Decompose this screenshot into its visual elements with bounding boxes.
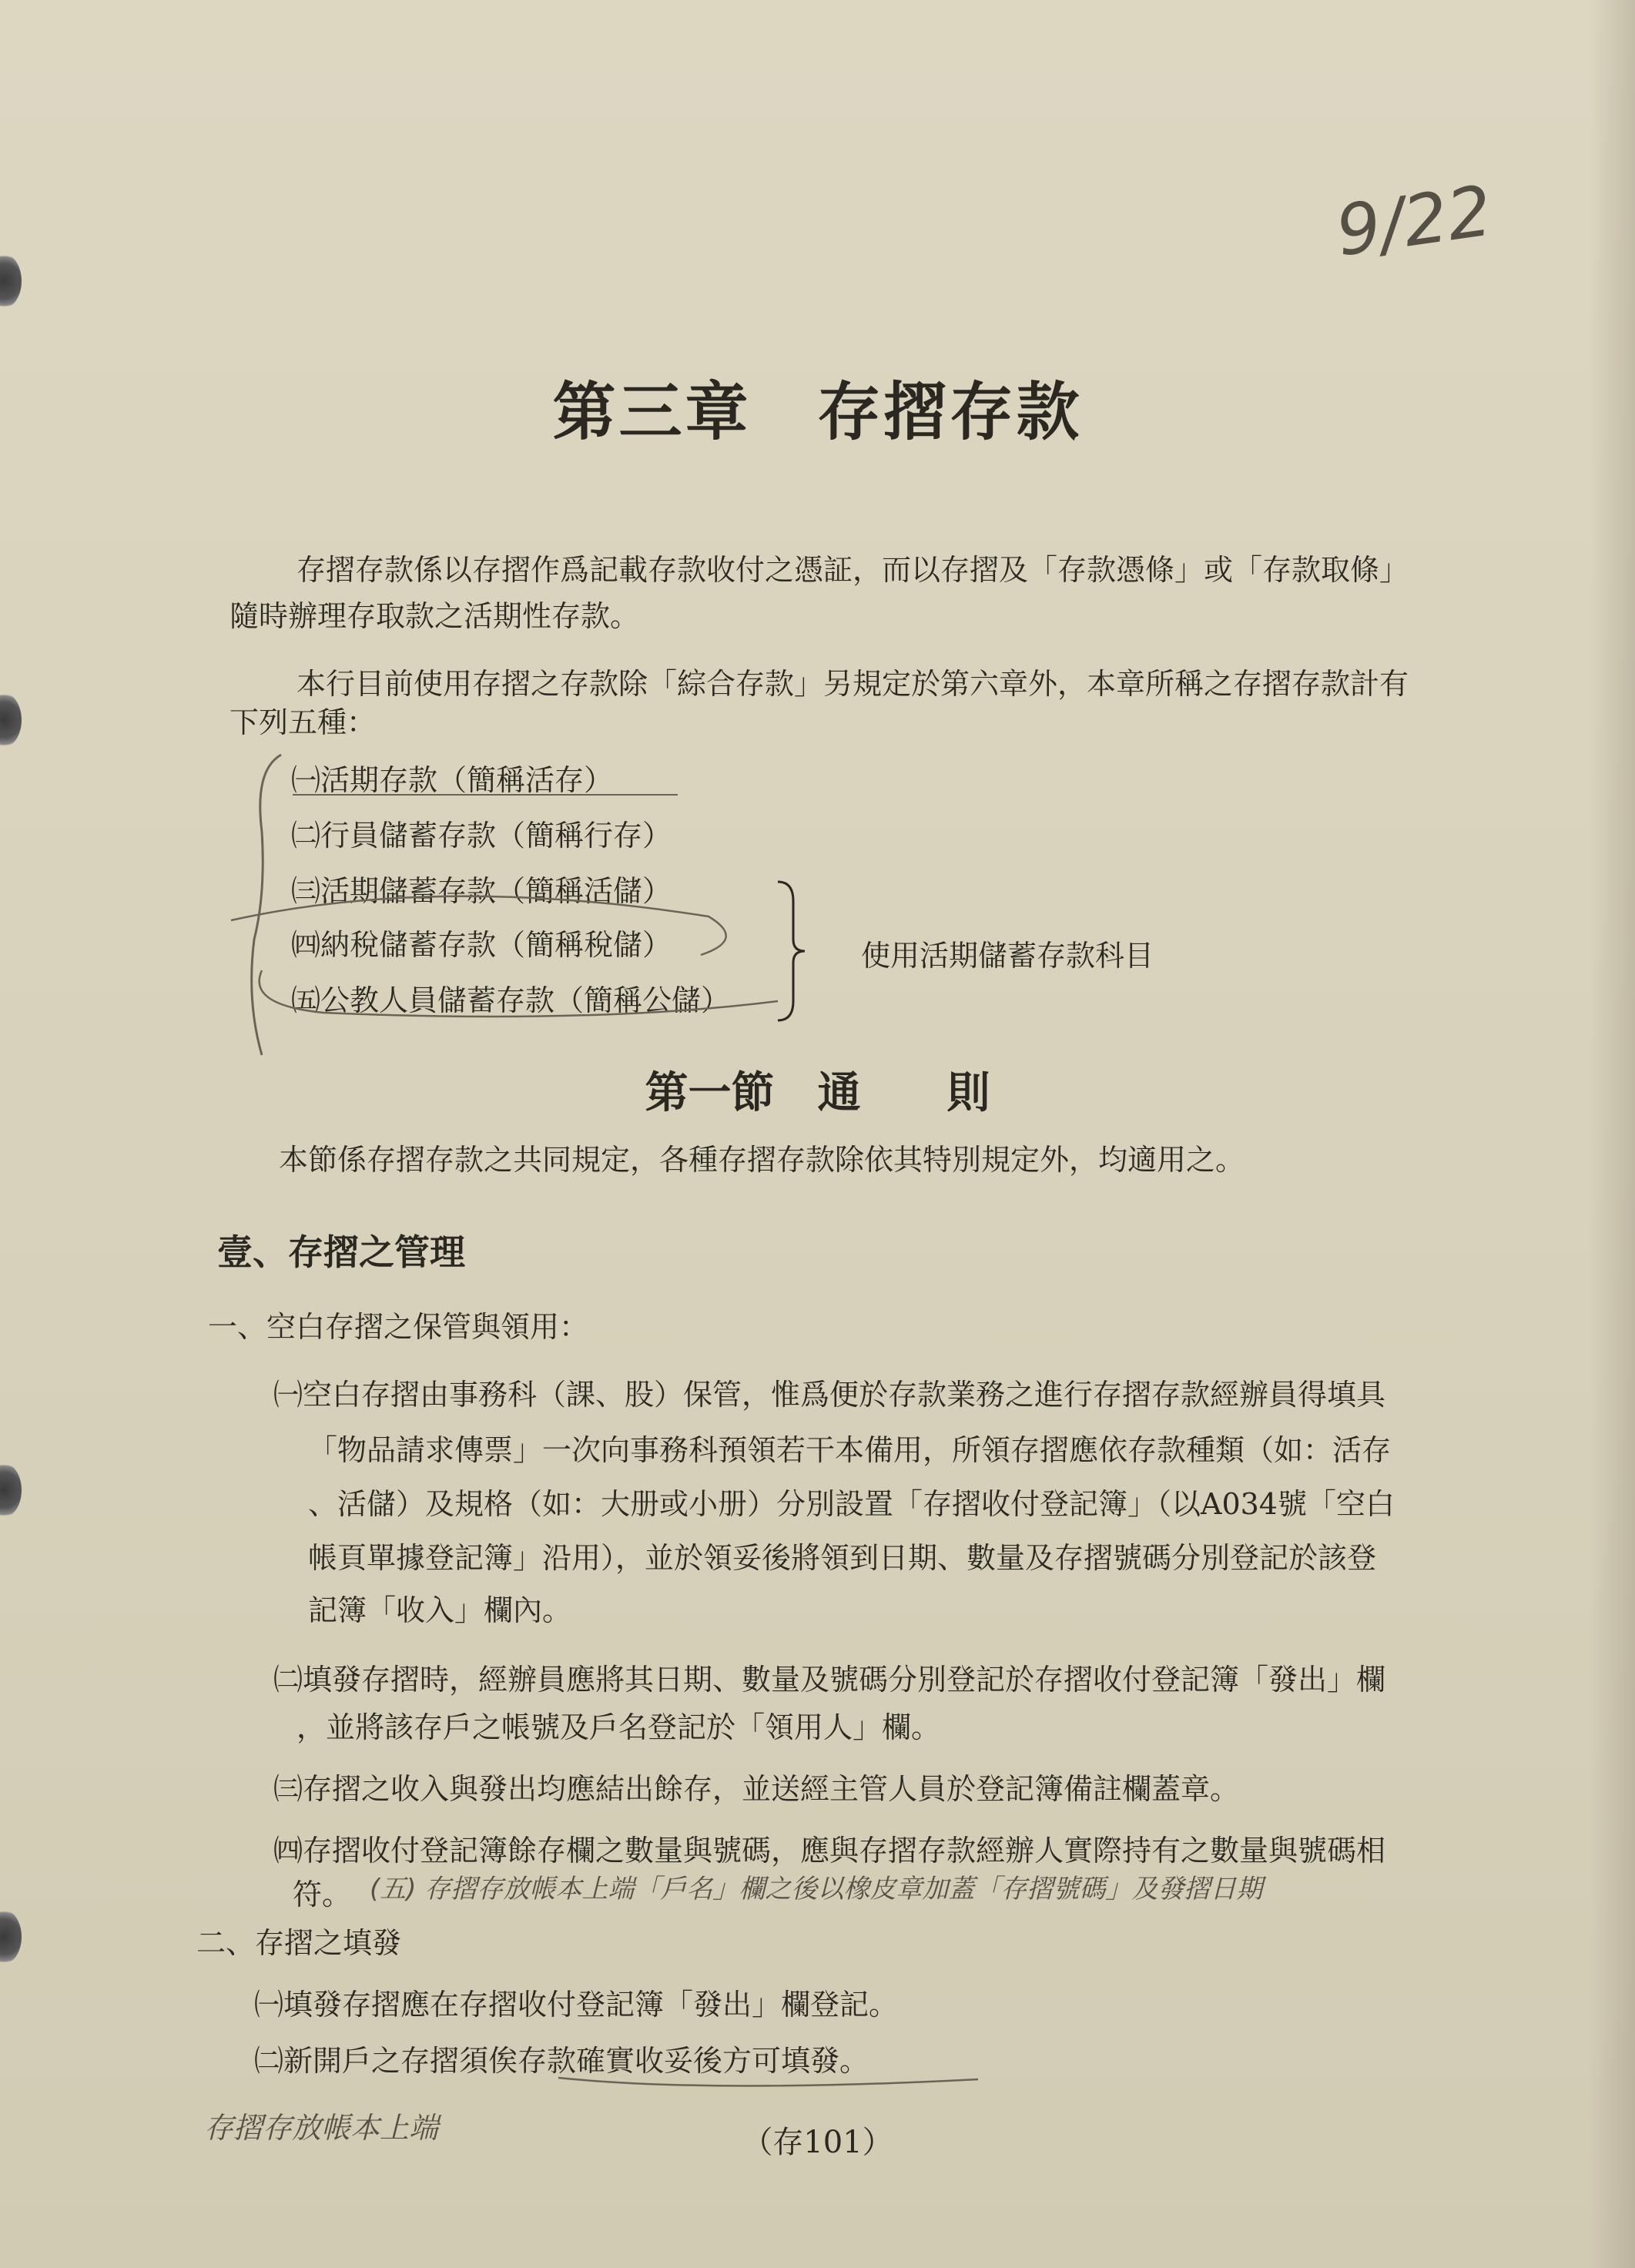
deposit-type-item: ㈡行員儲蓄存款（簡稱行存） <box>291 819 672 853</box>
deposit-type-item: ㈢活期儲蓄存款（簡稱活儲） <box>291 874 672 908</box>
item-1-line: 「物品請求傳票」一次向事務科預領若干本備用，所領存摺應依存款種類（如：活存 <box>308 1433 1392 1467</box>
handwritten-underline <box>554 2072 986 2095</box>
section-intro: 本節係存摺存款之共同規定，各種存摺存款除依其特別規定外，均適用之。 <box>279 1143 1245 1177</box>
intro-paragraph-1-line-2: 隨時辦理存取款之活期性存款。 <box>230 599 640 633</box>
deposit-type-item: ㈤公教人員儲蓄存款（簡稱公儲） <box>291 983 731 1017</box>
brace-note: 使用活期儲蓄存款科目 <box>861 939 1154 973</box>
handwritten-bottom-note: 存摺存放帳本上端 <box>204 2111 439 2145</box>
item-4-line: ㈣存摺收付登記簿餘存欄之數量與號碼，應與存摺存款經辦人實際持有之數量與號碼相 <box>273 1834 1386 1868</box>
page-number: （存101） <box>742 2125 893 2160</box>
item-2-line: ㈡填發存摺時，經辦員應將其日期、數量及號碼分別登記於存摺收付登記簿「發出」欄 <box>273 1663 1386 1697</box>
intro-paragraph-1-line-1: 存摺存款係以存摺作爲記載存款收付之憑証，而以存摺及「存款憑條」或「存款取條」 <box>297 553 1409 587</box>
sub-2-item-1: ㈠填發存摺應在存摺收付登記簿「發出」欄登記。 <box>254 1988 899 2022</box>
handwritten-insertion-note: (五) 存摺存放帳本上端「戶名」欄之後以橡皮章加蓋「存摺號碼」及發摺日期 <box>370 1874 1263 1905</box>
item-1-line: ㈠空白存摺由事務科（課、股）保管，惟爲便於存款業務之進行存摺存款經辦員得填具 <box>273 1378 1386 1412</box>
item-3: ㈢存摺之收入與發出均應結出餘存，並送經主管人員於登記簿備註欄蓋章。 <box>273 1772 1240 1806</box>
page-edge-shadow <box>1589 0 1635 2268</box>
heading-passbook-management: 壹、存摺之管理 <box>217 1231 465 1273</box>
section-title: 第一節 通 則 <box>645 1067 990 1118</box>
deposit-type-item: ㈠活期存款（簡稱活存） <box>291 763 614 797</box>
item-2-line: ，並將該存戶之帳號及戶名登記於「領用人」欄。 <box>297 1710 941 1744</box>
sub-heading-2: 二、存摺之填發 <box>196 1926 402 1960</box>
item-1-line: 記簿「收入」欄內。 <box>308 1593 572 1627</box>
item-1-line: 帳頁單據登記簿」沿用），並於領妥後將領到日期、數量及存摺號碼分別登記於該登 <box>308 1541 1377 1575</box>
handwritten-page-mark: 9/22 <box>1331 170 1497 273</box>
intro-paragraph-2-line-2: 下列五種： <box>230 705 377 739</box>
intro-paragraph-2-line-1: 本行目前使用存摺之存款除「綜合存款」另規定於第六章外，本章所稱之存摺存款計有 <box>297 667 1409 701</box>
chapter-title: 第三章 存摺存款 <box>552 375 1083 449</box>
handwritten-pencil-marks <box>208 739 901 1063</box>
deposit-type-item: ㈣納稅儲蓄存款（簡稱稅儲） <box>291 928 672 962</box>
sub-heading-1: 一、空白存摺之保管與領用： <box>208 1310 589 1344</box>
item-1-line: 、活儲）及規格（如：大册或小册）分別設置「存摺收付登記簿」（以A034號「空白 <box>308 1487 1395 1521</box>
item-4-line: 符。 <box>293 1878 352 1911</box>
sub-2-item-2: ㈡新開戶之存摺須俟存款確實收妥後方可填發。 <box>254 2044 869 2078</box>
